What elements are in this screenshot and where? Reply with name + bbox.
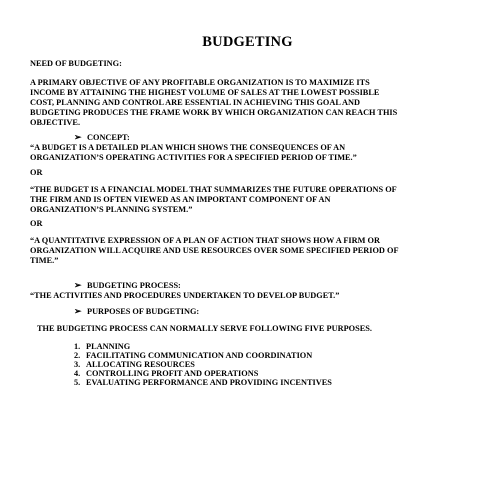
list-number: 4. (74, 369, 81, 378)
concept-bullet-row (74, 133, 130, 143)
list-item-text: EVALUATING PERFORMANCE AND PROVIDING INCENTIVES (86, 378, 332, 387)
need-line-3: COST, PLANNING AND CONTROL ARE ESSENTIAL IN ACHIEVING THIS GOAL AND (30, 98, 361, 107)
purpose-item-5 (74, 378, 332, 388)
list-item-text: CONTROLLING PROFIT AND OPERATIONS (86, 369, 259, 378)
arrow-bullet-icon: ➢ (74, 306, 82, 316)
list-number: 3. (74, 360, 81, 369)
concept-def3-line-1: “A QUANTITATIVE EXPRESSION OF A PLAN OF ACTION THAT SHOWS HOW A FIRM OR (30, 236, 380, 245)
arrow-bullet-icon: ➢ (74, 132, 82, 142)
concept-def1-line-2: ORGANIZATION’S OPERATING ACTIVITIES FOR A SPECIFIED PERIOD OF TIME.” (30, 153, 357, 162)
concept-def3-line-2: ORGANIZATION WILL ACQUIRE AND USE RESOURCES OVER SOME SPECIFIED PERIOD OF (30, 246, 399, 255)
need-line-2: INCOME BY ATTAINING THE HIGHEST VOLUME OF SALES AT THE LOWEST POSSIBLE (30, 88, 380, 97)
process-definition: “THE ACTIVITIES AND PROCEDURES UNDERTAKEN TO DEVELOP BUDGET.” (30, 291, 340, 300)
purposes-bullet-row (74, 307, 199, 317)
concept-def2-line-3: ORGANIZATION’S PLANNING SYSTEM.” (30, 205, 193, 214)
list-number: 5. (74, 378, 81, 387)
concept-def2-line-1: “THE BUDGET IS A FINANCIAL MODEL THAT SUMMARIZES THE FUTURE OPERATIONS OF (30, 185, 397, 194)
arrow-bullet-icon: ➢ (74, 280, 82, 290)
list-item-text: ALLOCATING RESOURCES (86, 360, 195, 369)
need-heading: NEED OF BUDGETING: (30, 59, 122, 68)
or-separator-1: OR (30, 168, 43, 177)
page-title: BUDGETING (202, 34, 293, 50)
process-heading: BUDGETING PROCESS: (87, 281, 181, 290)
process-bullet-row (74, 281, 181, 291)
or-separator-2: OR (30, 219, 43, 228)
list-number: 2. (74, 351, 81, 360)
concept-def1-line-1: “A BUDGET IS A DETAILED PLAN WHICH SHOWS THE CONSEQUENCES OF AN (30, 143, 346, 152)
need-line-1: A PRIMARY OBJECTIVE OF ANY PROFITABLE ORGANIZATION IS TO MAXIMIZE ITS (30, 78, 370, 87)
concept-heading: CONCEPT: (87, 133, 130, 142)
need-line-4: BUDGETING PRODUCES THE FRAME WORK BY WHICH ORGANIZATION CAN REACH THIS (30, 108, 398, 117)
concept-def2-line-2: THE FIRM AND IS OFTEN VIEWED AS AN IMPORTANT COMPONENT OF AN (30, 195, 331, 204)
need-line-5: OBJECTIVE. (30, 118, 81, 127)
purposes-intro: THE BUDGETING PROCESS CAN NORMALLY SERVE FOLLOWING FIVE PURPOSES. (37, 324, 372, 333)
list-item-text: PLANNING (86, 342, 131, 351)
list-item-text: FACILITATING COMMUNICATION AND COORDINATION (86, 351, 313, 360)
purposes-heading: PURPOSES OF BUDGETING: (87, 307, 200, 316)
concept-def3-line-3: TIME.” (30, 256, 59, 265)
list-number: 1. (74, 342, 81, 351)
